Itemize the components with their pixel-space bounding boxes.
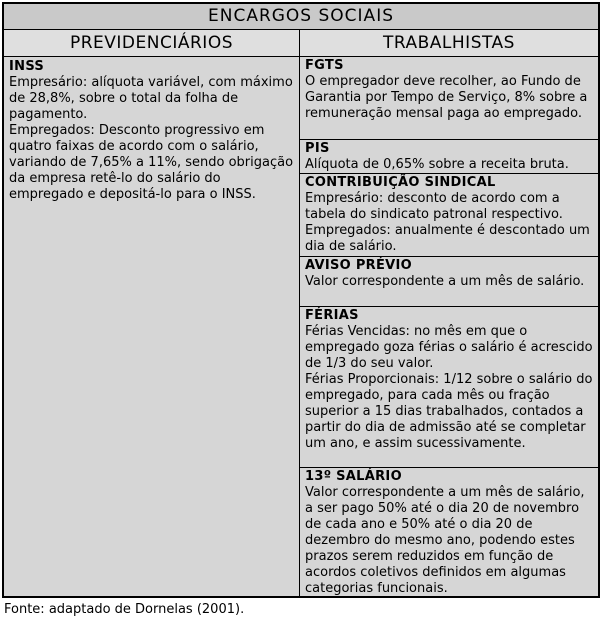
section-heading: FÉRIAS [305,308,359,323]
column-header-trabalhistas: TRABALHISTAS [383,33,515,53]
column-header-previdenciarios: PREVIDENCIÁRIOS [4,30,300,56]
section-paragraph: Valor correspondente a um mês de salário, a ser pago 50% até o dia 20 de novembro de cada ano e 50% até o dia 20 de dezembro do mesmo ano, podendo estes prazos serem reduzidos em função de acordos coletivos definidos em algumas categorias funcionais. [305,485,585,596]
section-contribuicao-sindical [300,174,598,257]
section-paragraph: Empresário: alíquota variável, com máximo de 28,8%, sobre o total da folha de pagamento. [9,75,293,122]
section-paragraph: Alíquota de 0,65% sobre a receita bruta. [305,157,569,172]
cell-previdenciarios [4,57,300,596]
section-aviso-previo [300,257,598,307]
section-paragraph: Empregados: anualmente é descontado um dia de salário. [305,223,590,254]
section-paragraph: Valor correspondente a um mês de salário. [305,274,585,289]
section-heading: FGTS [305,58,344,73]
section-inss [9,59,294,203]
cell-trabalhistas [300,57,598,596]
section-paragraph: Empregados: Desconto progressivo em quatro faixas de acordo com o salário, variando de 7,65% a 11%, sendo obrigação da empresa retê-lo do salário do empregado e depositá-lo para o INSS. [9,123,294,202]
section-heading: PIS [305,141,330,156]
section-paragraph: Férias Vencidas: no mês em que o empregado goza férias o salário é acrescido de 1/3 do seu valor. [305,324,593,371]
source-note: Fonte: adaptado de Dornelas (2001). [4,602,245,617]
section-pis [300,140,598,174]
section-heading: INSS [9,59,45,74]
section-heading: CONTRIBUIÇÃO SINDICAL [305,175,496,190]
section-paragraph: Férias Proporcionais: 1/12 sobre o salário do empregado, para cada mês ou fração superior a 15 dias trabalhados, contados a partir do dia de admissão até se completar um ano, e assim sucessivamente. [305,372,593,451]
section-heading: AVISO PRÉVIO [305,258,412,273]
section-paragraph: O empregador deve recolher, ao Fundo de Garantia por Tempo de Serviço, 8% sobre a remuneração mensal paga ao empregado. [305,74,588,121]
section-fgts [300,57,598,140]
column-header-row [4,30,598,57]
encargos-sociais-table [2,2,600,598]
section-13-salario [300,468,598,596]
table-body [4,57,598,596]
table-title: ENCARGOS SOCIAIS [4,4,598,30]
section-paragraph: Empresário: desconto de acordo com a tabela do sindicato patronal respectivo. [305,191,563,222]
section-ferias [300,307,598,468]
section-heading: 13º SALÁRIO [305,469,402,484]
